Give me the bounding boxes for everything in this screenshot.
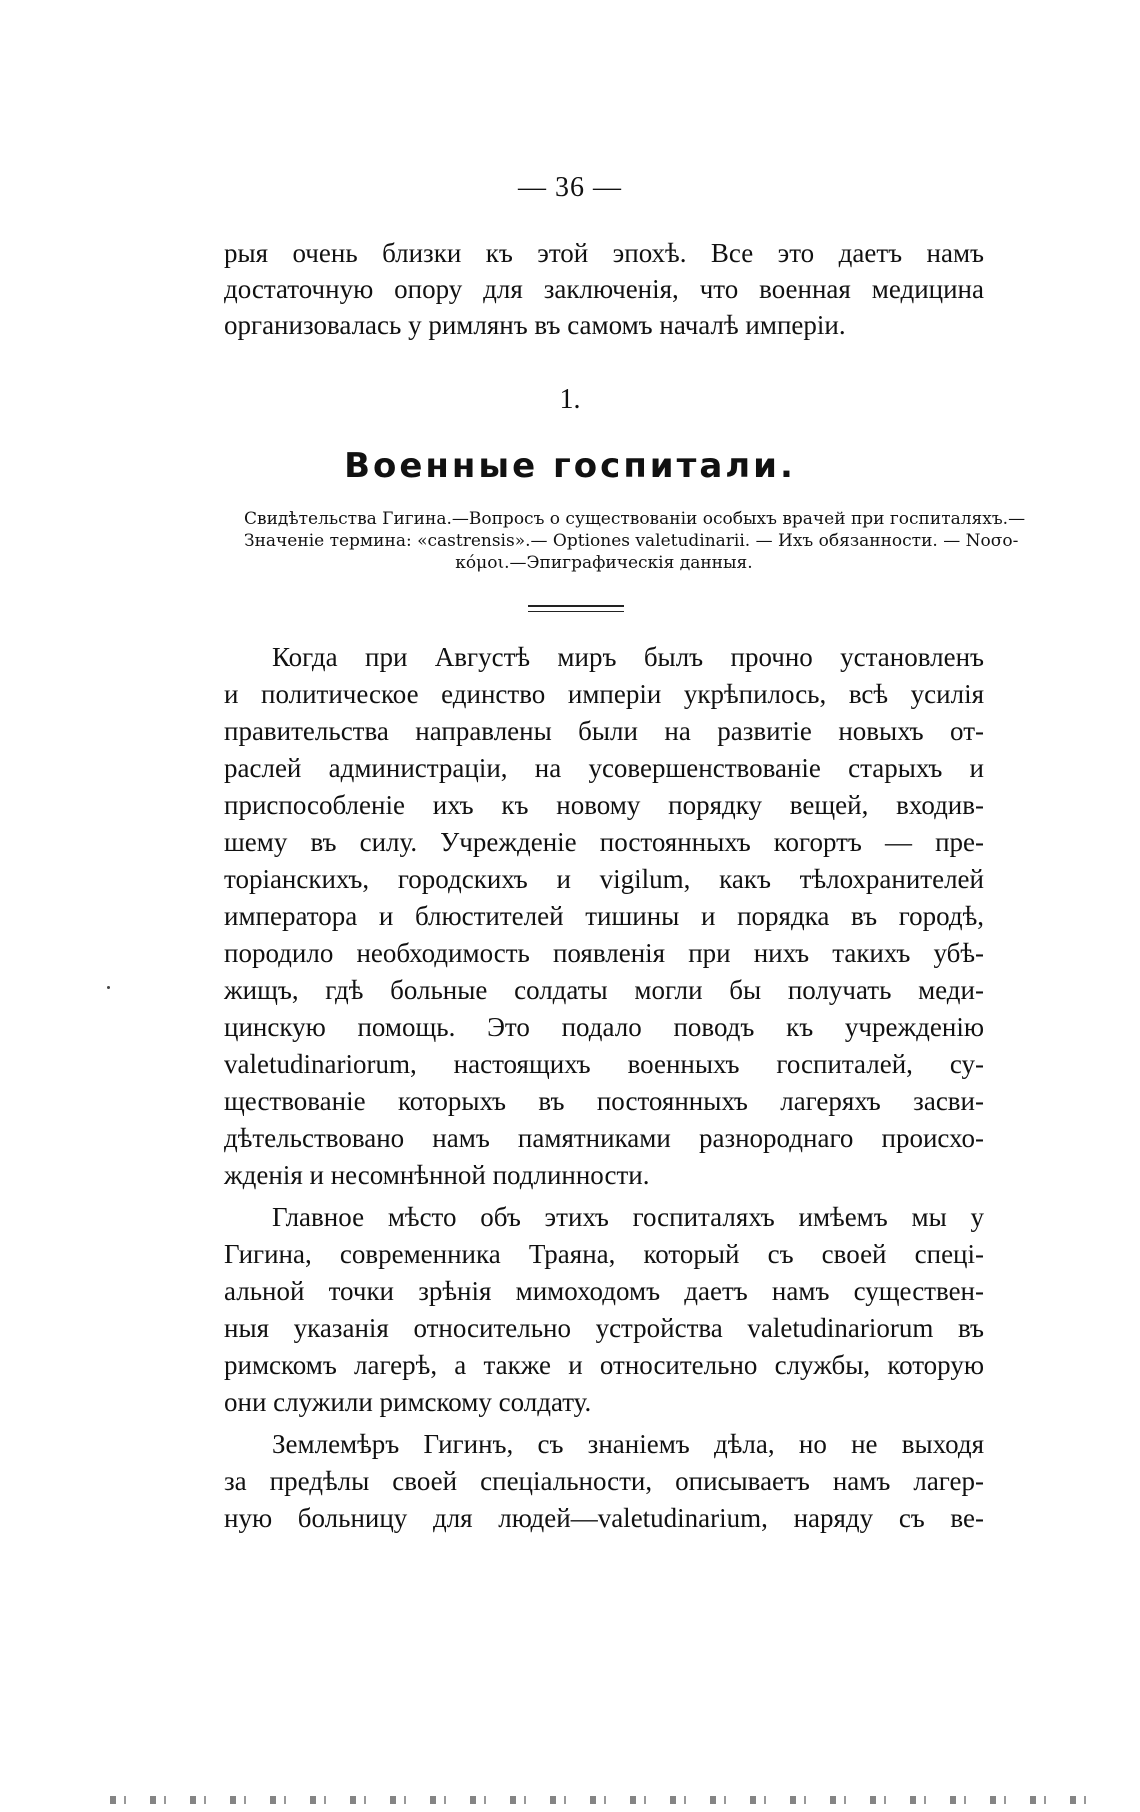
text-line: ную больницу для людей—valetudinarium, наряду съ ве- — [224, 1503, 984, 1533]
text-line: ныя указанія относительно устройства valetudinariorum въ — [224, 1313, 984, 1343]
summary-line: κόμοι.—Эпиграфическія данныя. — [455, 553, 753, 573]
text-line: жденія и несомнѣнной подлинности. — [224, 1160, 650, 1190]
text-line: ществованіе которыхъ въ постоянныхъ лагеряхъ засви- — [224, 1086, 984, 1116]
text-line: Главное мѣсто объ этихъ госпиталяхъ имѣемъ мы у — [272, 1202, 984, 1232]
text-line: за предѣлы своей спеціальности, описываетъ намъ лагер- — [224, 1466, 984, 1496]
text-line: достаточную опору для заключенія, что военная медицина — [224, 274, 984, 304]
section-number: 1. — [559, 384, 581, 415]
text-line: торіанскихъ, городскихъ и vigilum, какъ тѣлохранителей — [224, 864, 984, 894]
text-line: дѣтельствовано намъ памятниками разнороднаго происхо- — [224, 1123, 984, 1153]
text-line: Землемѣръ Гигинъ, съ знаніемъ дѣла, но не выходя — [272, 1429, 984, 1459]
text-line: и политическое единство имперіи укрѣпилось, всѣ усилія — [224, 679, 984, 709]
text-line: они служили римскому солдату. — [224, 1387, 592, 1417]
text-line: Когда при Августѣ миръ былъ прочно установленъ — [272, 642, 984, 672]
text-line: рыя очень близки къ этой эпохѣ. Все это даетъ намъ — [224, 238, 984, 268]
text-line: альной точки зрѣнія мимоходомъ даетъ намъ существен- — [224, 1276, 984, 1306]
text-line: раслей администраціи, на усовершенствованіе старыхъ и — [224, 753, 984, 783]
text-line: императора и блюстителей тишины и порядка въ городѣ, — [224, 901, 984, 931]
scan-edge-artifact — [110, 1796, 1110, 1804]
text-line: приспособленіе ихъ къ новому порядку вещей, входив- — [224, 790, 984, 820]
scan-speck — [107, 986, 110, 989]
summary-line: Свидѣтельства Гигина.—Вопросъ о существованіи особыхъ врачей при госпиталяхъ.— — [244, 509, 1026, 529]
page-number: — 36 — — [518, 172, 622, 203]
text-line: организовалась у римлянъ въ самомъ началѣ имперіи. — [224, 310, 846, 340]
text-line: цинскую помощь. Это подало поводъ къ учрежденію — [224, 1012, 984, 1042]
divider-rule — [528, 611, 624, 612]
summary-line: Значеніе термина: «castrensis».— Optiones valetudinarii. — Ихъ обязанности. — Νοσο- — [244, 531, 1019, 551]
text-line: Гигина, современника Траяна, который съ своей спеці- — [224, 1239, 984, 1269]
text-line: шему въ силу. Учрежденіе постоянныхъ когортъ — пре- — [224, 827, 984, 857]
section-title: Военные госпитали. — [344, 446, 796, 486]
text-line: жищъ, гдѣ больные солдаты могли бы получать меди- — [224, 975, 984, 1005]
divider-rule — [528, 605, 624, 607]
text-line: римскомъ лагерѣ, а также и относительно службы, которую — [224, 1350, 984, 1380]
text-line: породило необходимость появленія при нихъ такихъ убѣ- — [224, 938, 984, 968]
text-line: valetudinariorum, настоящихъ военныхъ госпиталей, су- — [224, 1049, 984, 1079]
text-line: правительства направлены были на развитіе новыхъ от- — [224, 716, 984, 746]
